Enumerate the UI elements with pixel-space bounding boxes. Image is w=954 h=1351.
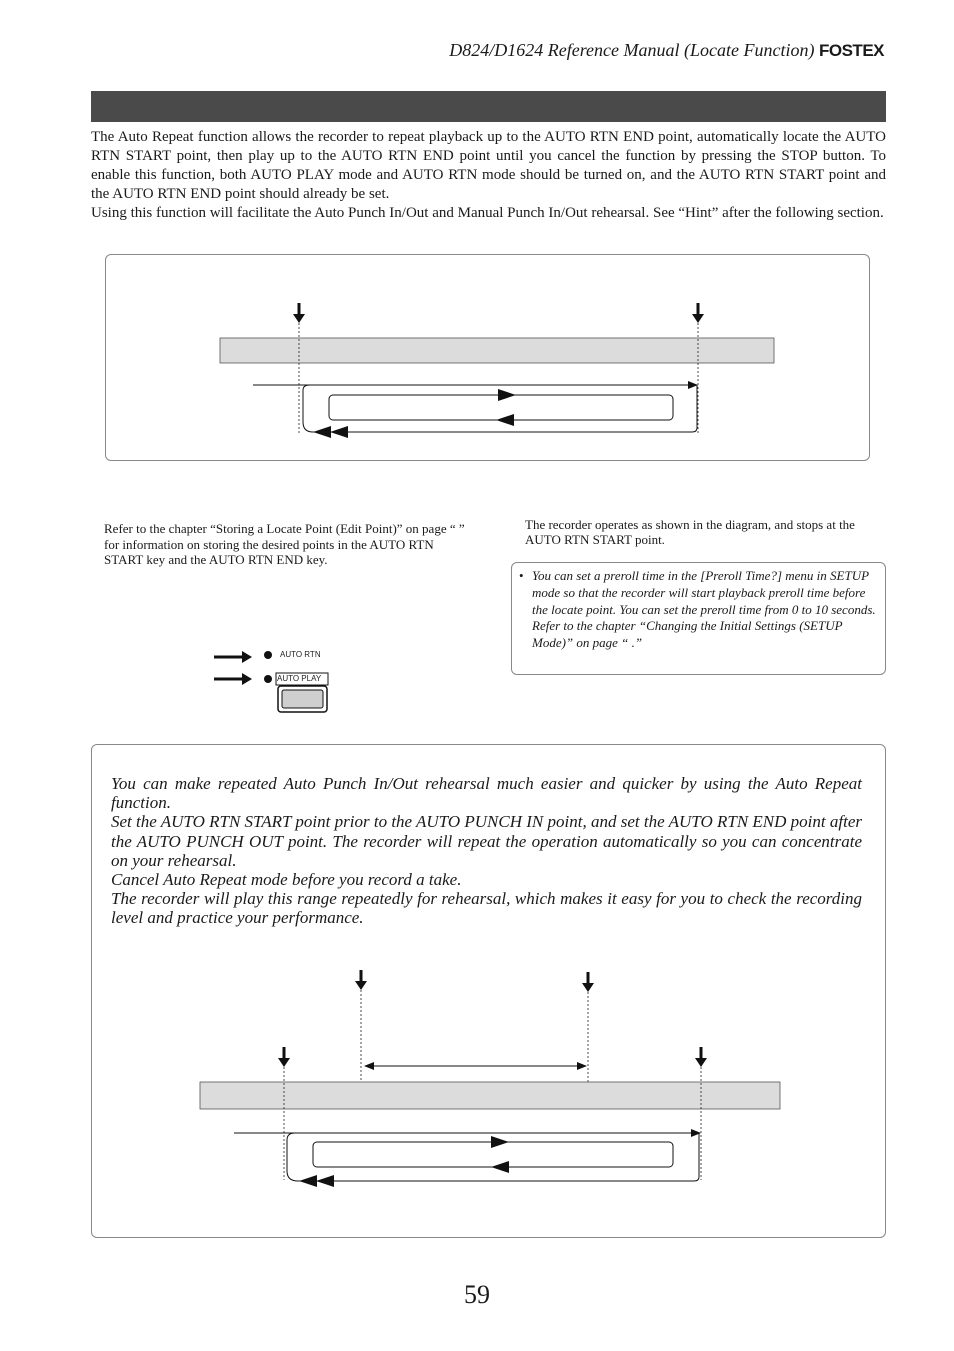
note-bullet: • [519,568,524,583]
hint-line-2: Set the AUTO RTN START point prior to the AUTO PUNCH IN point, and set the AUTO RTN END point after the AUTO PUNCH OUT point. The recorder will repeat the operation automatically so you can concentrate on your rehearsal. [111,812,862,870]
rtn-end-arrow [695,1047,707,1067]
page-number: 59 [464,1280,490,1309]
auto-rtn-label: AUTO RTN [280,650,321,659]
hint-line-1: You can make repeated Auto Punch In/Out rehearsal much easier and quicker by using the Auto Repeat function. [111,774,862,813]
header-title: D824/D1624 Reference Manual (Locate Function) [449,40,815,60]
auto-play-label: AUTO PLAY [277,674,322,683]
hint-line-4: The recorder will play this range repeatedly for rehearsal, which makes it easy for you to check the recording level and practice your performance. [111,889,862,928]
intro-paragraph-2: Using this function will facilitate the Auto Punch In/Out and Manual Punch In/Out rehearsal. See “Hint” after the following section. [91,205,884,221]
punch-out-arrow [582,972,594,992]
note-body: You can set a preroll time in the [Preroll Time?] menu in SETUP mode so that the recorder will start playback preroll time before the locate point. You can set the preroll time from 0 to 10 seconds. Refer to the chapter “Changing the Initial Settings (SETUP Mode)” on page “ .” [532,568,876,651]
step-operation-result: The recorder operates as shown in the diagram, and stops at the AUTO RTN START point. [525,517,855,547]
punch-in-arrow [355,970,367,990]
step-store-points: Refer to the chapter “Storing a Locate Point (Edit Point)” on page “ ” for information on storing the desired points in the AUTO RTN START key and the AUTO RTN END key. [104,521,465,567]
hint-line-3: Cancel Auto Repeat mode before you record a take. [111,870,462,890]
intro-paragraph-1: The Auto Repeat function allows the recorder to repeat playback up to the AUTO RTN END point, automatically locate the AUTO RTN START point, then play up to the AUTO RTN END point until you cancel the function by pressing the STOP button. To enable this function, both AUTO PLAY mode and AUTO RTN mode should be turned on, and the AUTO RTN START point and the AUTO RTN END point should already be set. [91,129,886,202]
rtn-start-arrow [278,1047,290,1067]
timeline-band-2 [200,1082,780,1109]
fostex-logo: FOSTEX [818,41,884,60]
